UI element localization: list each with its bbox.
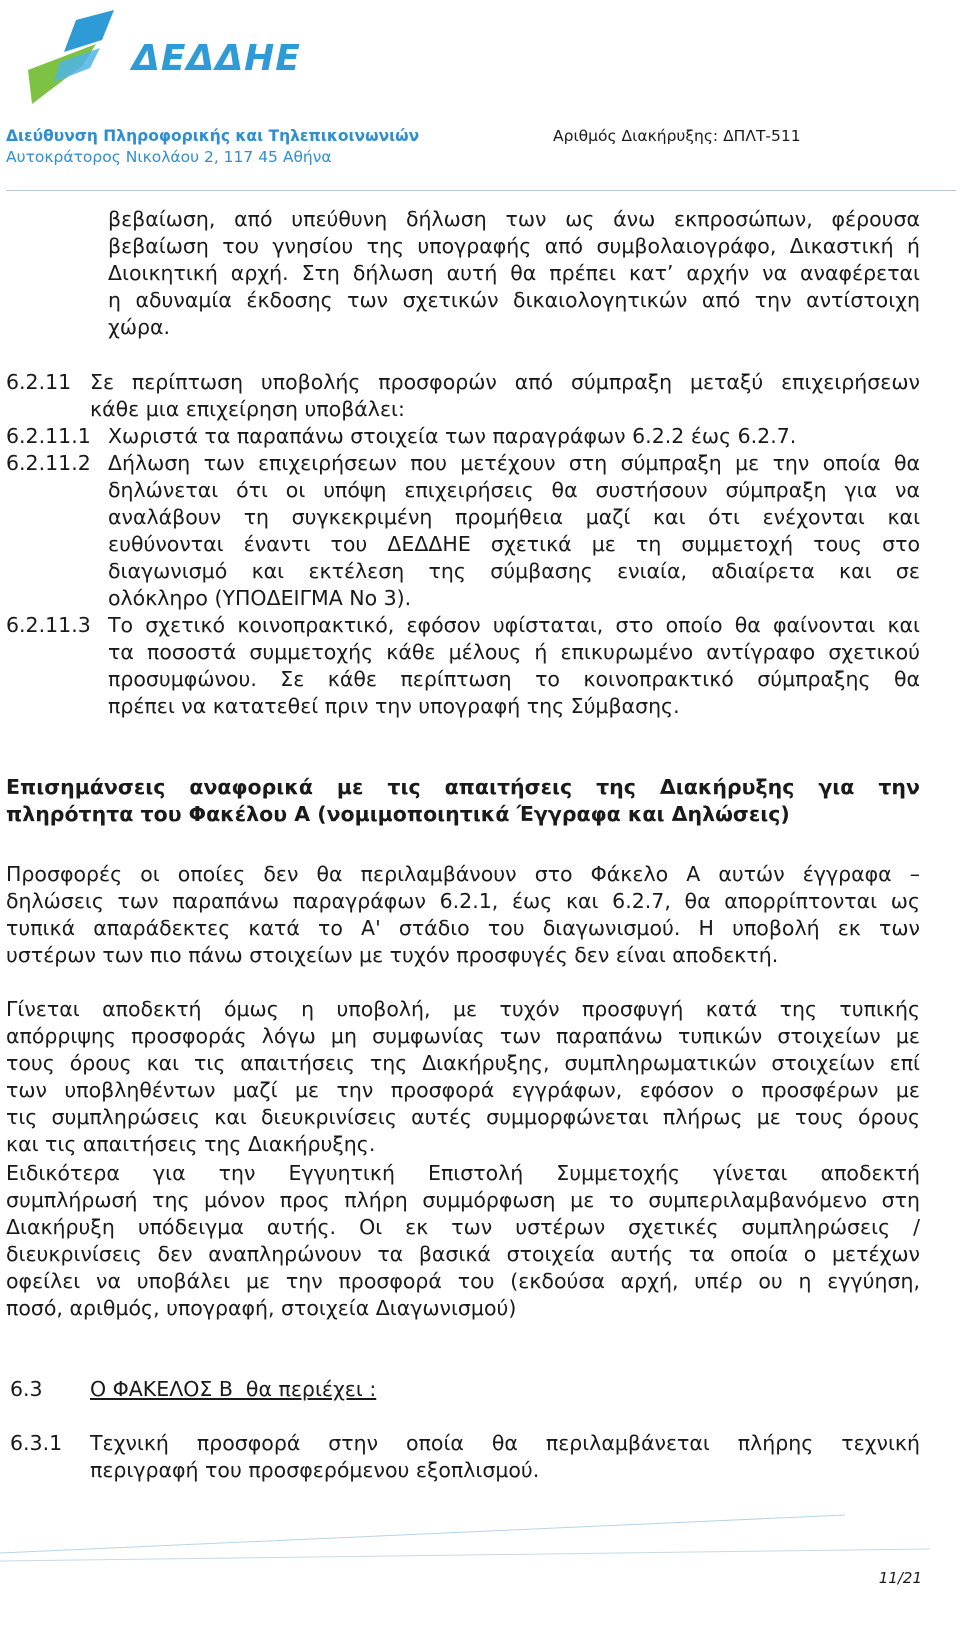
text-line: δηλώνεται ότι οι υπόψη επιχειρήσεις θα συστήσουν σύμπραξη για να — [108, 478, 920, 502]
page-number: 11/21 — [878, 1569, 922, 1587]
text-line: τα ποσοστά συμμετοχής κάθε μέλους ή επικυρωμένο αντίγραφο σχετικού — [108, 640, 920, 664]
address: Αυτοκράτορος Νικολάου 2, 117 45 Αθήνα — [6, 148, 332, 166]
header-address-block — [6, 126, 419, 168]
text-line: τους όρους και τις απαιτήσεις της Διακήρυξης, συμπληρωματικών στοιχείων επί — [6, 1051, 920, 1075]
text-line: αναλάβουν τη συγκεκριμένη προμήθεια μαζί και ότι ενέχονται και — [108, 505, 920, 529]
text-line: Δήλωση των επιχειρήσεων που μετέχουν στη σύμπραξη με την οποία θα — [108, 451, 920, 475]
heading-line: πληρότητα του Φακέλου Α (νομιμοποιητικά Έγγραφα και Δηλώσεις) — [6, 802, 790, 826]
text-line: η αδυναμία έκδοσης των σχετικών δικαιολογητικών από την αντίστοιχη — [108, 288, 920, 312]
department-name: Διεύθυνση Πληροφορικής και Τηλεπικοινωνιών — [6, 127, 420, 145]
text-line: διαγωνισμό και εκτέλεση της σύμβασης ενιαία, αδιαίρετα και σε — [108, 559, 920, 583]
text-line: Τεχνική προσφορά στην οποία θα περιλαμβάνεται πλήρης τεχνική — [90, 1431, 920, 1455]
logo-mark-icon — [18, 8, 138, 108]
section-title: Ο ΦΑΚΕΛΟΣ Β θα περιέχει : — [90, 1377, 377, 1401]
text-line: τυπικά απαράδεκτες κατά το Α' στάδιο του διαγωνισμού. Η υποβολή εκ των — [6, 916, 920, 940]
text-line: των υποβληθέντων μαζί με την προσφορά εγγράφων, εφόσον ο προσφέρων με — [6, 1078, 920, 1102]
text-line: Χωριστά τα παραπάνω στοιχεία των παραγράφων 6.2.2 έως 6.2.7. — [108, 424, 797, 448]
text-line: Γίνεται αποδεκτή όμως η υποβολή, με τυχόν προσφυγή κατά της τυπικής — [6, 997, 920, 1021]
header-divider — [6, 190, 956, 191]
logo-text: ΔΕΔΔΗΕ — [132, 38, 301, 79]
clause-number: 6.2.11.2 — [6, 451, 91, 475]
text-line: Ειδικότερα για την Εγγυητική Επιστολή Συμμετοχής γίνεται αποδεκτή — [6, 1161, 920, 1185]
text-line: προσυμφώνου. Σε κάθε περίπτωση το κοινοπρακτικό σύμπραξης θα — [108, 667, 920, 691]
clause-number: 6.3.1 — [10, 1431, 63, 1455]
text-line: βεβαίωση του γνησίου της υπογραφής από συμβολαιογράφο, Δικαστική ή — [108, 234, 920, 258]
text-line: υστέρων των πιο πάνω στοιχείων με τυχόν προσφυγές δεν είναι αποδεκτή. — [6, 943, 779, 967]
text-line: και τις απαιτήσεις της Διακήρυξης. — [6, 1132, 376, 1156]
declaration-number: Αριθμός Διακήρυξης: ΔΠΛΤ-511 — [553, 127, 801, 145]
text-line: Σε περίπτωση υποβολής προσφορών από σύμπραξη μεταξύ επιχειρήσεων — [90, 370, 920, 394]
text-line: ευθύνονται έναντι του ΔΕΔΔΗΕ σχετικά με τη συμμετοχή τους στο — [108, 532, 920, 556]
text-line: διευκρινίσεις δεν αναπληρώνουν τα βασικά στοιχεία αυτής τα οποία ο μετέχων — [6, 1242, 920, 1266]
text-line: βεβαίωση, από υπεύθυνη δήλωση των ως άνω εκπροσώπων, φέρουσα — [108, 207, 920, 231]
text-line: οφείλει να υποβάλει με την προσφορά του (εκδούσα αρχή, υπέρ ου η εγγύηση, — [6, 1269, 920, 1293]
text-line: τις συμπληρώσεις και διευκρινίσεις αυτές συμμορφώνεται πλήρως με τους όρους — [6, 1105, 920, 1129]
footer-decoration — [0, 1505, 960, 1565]
text-line: ολόκληρο (ΥΠΟΔΕΙΓΜΑ Νο 3). — [108, 586, 412, 610]
company-logo — [18, 8, 301, 108]
text-line: συμπλήρωσή της μόνον προς πλήρη συμμόρφωση με το συμπεριλαμβανόμενο στη — [6, 1188, 920, 1212]
text-line: περιγραφή του προσφερόμενου εξοπλισμού. — [90, 1458, 540, 1482]
clause-number: 6.2.11.1 — [6, 424, 91, 448]
text-line: Διακήρυξη υπόδειγμα αυτής. Οι εκ των υστέρων σχετικές συμπληρώσεις / — [6, 1215, 920, 1239]
text-line: δηλώσεις των παραπάνω παραγράφων 6.2.1, έως και 6.2.7, θα απορρίπτονται ως — [6, 889, 920, 913]
text-line: Διοικητική αρχή. Στη δήλωση αυτή θα πρέπει κατ’ αρχήν να αναφέρεται — [108, 261, 920, 285]
text-line: πρέπει να κατατεθεί πριν την υπογραφή της Σύμβασης. — [108, 694, 680, 718]
text-line: Προσφορές οι οποίες δεν θα περιλαμβάνουν στο Φάκελο Α αυτών έγγραφα – — [6, 862, 920, 886]
clause-number: 6.2.11.3 — [6, 613, 91, 637]
text-line: απόρριψης προσφοράς λόγω μη συμφωνίας των παραπάνω τυπικών στοιχείων με — [6, 1024, 920, 1048]
section-number: 6.3 — [10, 1377, 43, 1401]
text-line: Το σχετικό κοινοπρακτικό, εφόσον υφίσταται, στο οποίο θα φαίνονται και — [108, 613, 920, 637]
text-line: χώρα. — [108, 315, 171, 339]
clause-number: 6.2.11 — [6, 370, 72, 394]
text-line: κάθε μια επιχείρηση υποβάλει: — [90, 397, 405, 421]
text-line: ποσό, αριθμός, υπογραφή, στοιχεία Διαγωνισμού) — [6, 1296, 517, 1320]
heading-line: Επισημάνσεις αναφορικά με τις απαιτήσεις της Διακήρυξης για την — [6, 775, 920, 799]
